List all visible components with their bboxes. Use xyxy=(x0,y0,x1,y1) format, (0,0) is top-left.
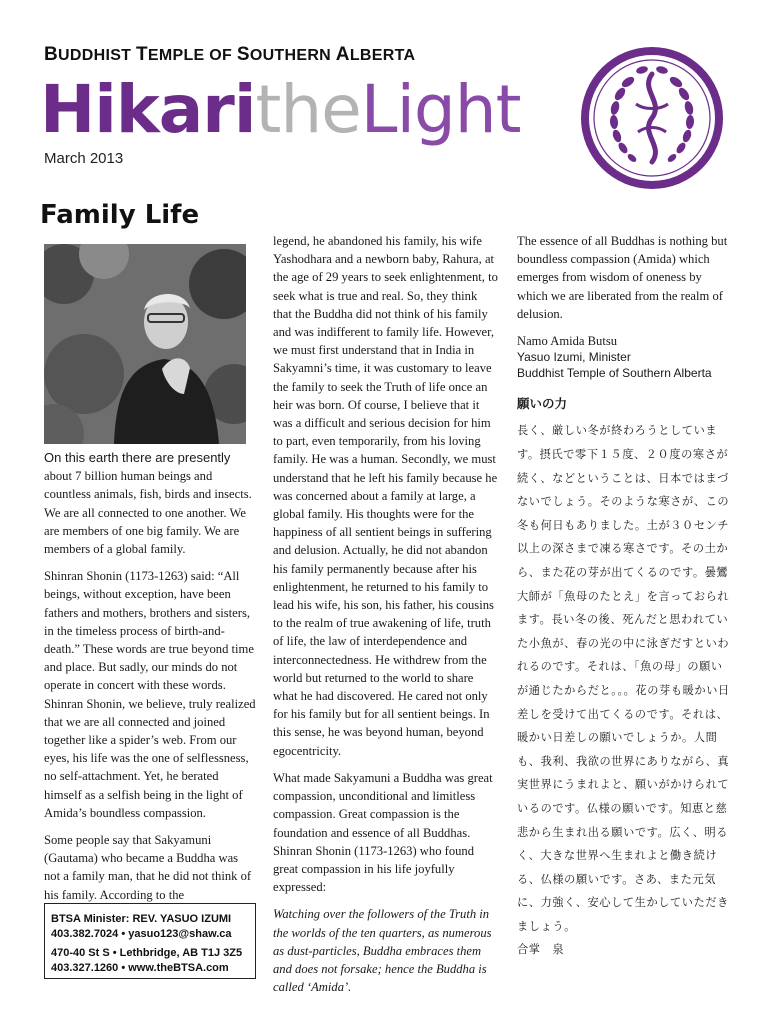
title-light: Light xyxy=(360,71,521,148)
shinran-quote: Watching over the followers of the Truth in the worlds of the ten quarters, as numerous as dust-particles, Buddha embraces them and does not forsake; hence the Buddha is called ‘Amida’. xyxy=(273,907,492,995)
title-hikari: Hikari xyxy=(40,71,256,148)
japanese-body: 長く、厳しい冬が終わろうとしています。摂氏で零下１５度、２０度の寒さが続く、などということは、日本ではまづないでしょう。そのような寒さが、この冬も何日もありました。土が３０センチ以上の深さまで凍る寒さです。その土から、また花の芽が出てくるのです。曇鸞大師が「魚母のたとえ」を言っておられます。長い冬の後、死んだと思われていた小魚が、春の光の中に泳ぎだすといわれるのです。それは、「魚の母」の願いが通じたからだと。。。花の芽も暖かい日差しを受けて出てくるのです。それは、暖かい日差しの願いでしょうか。人間も、我利、我欲の世界にありながら、真実世界にうまれよと、願いがかけられているのです。仏様の願いです。知恵と慈悲から生まれ出る願いです。広く、明るく、大きな世界へ生まれよと働き続ける、仏様の願いです。さあ、また元気に、力強く、安心して生かしていただきましょう。 xyxy=(517,424,730,933)
japanese-signature: 合掌 泉 xyxy=(517,943,565,957)
column-2-paragraph-2: What made Sakyamuni a Buddha was great compassion, unconditional and limitless compassion. Great compassion is the foundation and essence of all Buddhas. Shinran Shonin (1173-1263) who found great compassion in his life joyfully expressed: xyxy=(273,770,493,895)
column-2-paragraph-1: legend, he abandoned his family, his wife Yashodhara and a newborn baby, Rahura, at the age of 29 years to seek enlightenment, to seek what is true and real. So, they think that the Buddha did not think of his family and was indifferent to family life. However, we must first understand that in India in Sakyamni’s time, it was customary to leave the family to seek the Truth of life once an heir was born. Of course, I believe that it was a difficult and serious decision for him to part, even temporarily, from his loving family. He was a human. Secondly, we must understand that he left his family because he was concerned about a family at large, a global family. His thoughts were for the happiness of all sentient beings in suffering and delusion. Actually, he did not abandon his family permanently because after his enlightenment, he returned to his family to lead his wife, his son, his father, his cousins to the realm of true awakening of life, truth of life, the law of interdependence and interconnectedness. He withdrew from the world but returned to the world to share what he had discovered. He cared not only for his family but for all sentient beings. In this sense, he was beyond human, beyond egocentricity. xyxy=(273,234,498,758)
newsletter-title xyxy=(40,70,521,150)
column-1-paragraph-2: Shinran Shonin (1173-1263) said: “All beings, without exception, have been fathers and mothers, brothers and sisters, in the timeless process of birth-and-death.” These words are true beyond time and place. But sadly, our minds do not operate in concert with these words. Shinran Shonin, we believe, truly realized that we are all connected and joined together like a spider’s web. From our eyes, his life was the one of selflessness, no self-attachment. Yet, he berated himself as a selfish being in the light of Amida’s boundless compassion. xyxy=(44,569,256,820)
contact-minister: BTSA Minister: REV. YASUO IZUMI xyxy=(51,913,232,925)
column-1-paragraph-3: Some people say that Sakyamuni (Gautama) who became a Buddha was not a family man, that he did not think of his family. According to the xyxy=(44,833,252,902)
photo-illustration xyxy=(44,244,246,444)
column-1-lead: On this earth there are presently xyxy=(44,450,231,465)
column-1-paragraph-1: about 7 billion human beings and countless animals, fish, birds and insects. We are all connected to one another. We are members of one big family. We are members of a global family. xyxy=(44,469,252,557)
japanese-heading: 願いの力 xyxy=(517,396,568,412)
article-column-3 xyxy=(517,232,732,962)
contact-phone-email: 403.382.7024 • yasuo123@shaw.ca xyxy=(51,928,232,940)
article-column-1 xyxy=(44,449,256,913)
contact-address: 470-40 St S • Lethbridge, AB T1J 3Z5 xyxy=(51,947,243,959)
minister-photo xyxy=(44,244,246,444)
contact-phone-website: 403.327.1260 • www.theBTSA.com xyxy=(51,962,229,974)
closing-nembutsu: Namo Amida Butsu xyxy=(517,334,618,349)
article-column-2 xyxy=(273,232,498,1005)
contact-box xyxy=(44,903,256,979)
column-3-paragraph-1: The essence of all Buddhas is nothing but boundless compassion (Amida) which emerges from wisdom of oneness by which we are liberated from the realm of delusion. xyxy=(517,234,728,321)
wisteria-crest-logo xyxy=(578,44,726,192)
article-heading: Family Life xyxy=(40,200,200,230)
signature-name: Yasuo Izumi, Minister xyxy=(517,350,631,365)
title-the: the xyxy=(255,71,361,148)
signature-organization: Buddhist Temple of Southern Alberta xyxy=(517,365,712,380)
issue-date: March 2013 xyxy=(44,150,124,167)
organization-name: BUDDHIST TEMPLE OF SOUTHERN ALBERTA xyxy=(44,44,416,65)
